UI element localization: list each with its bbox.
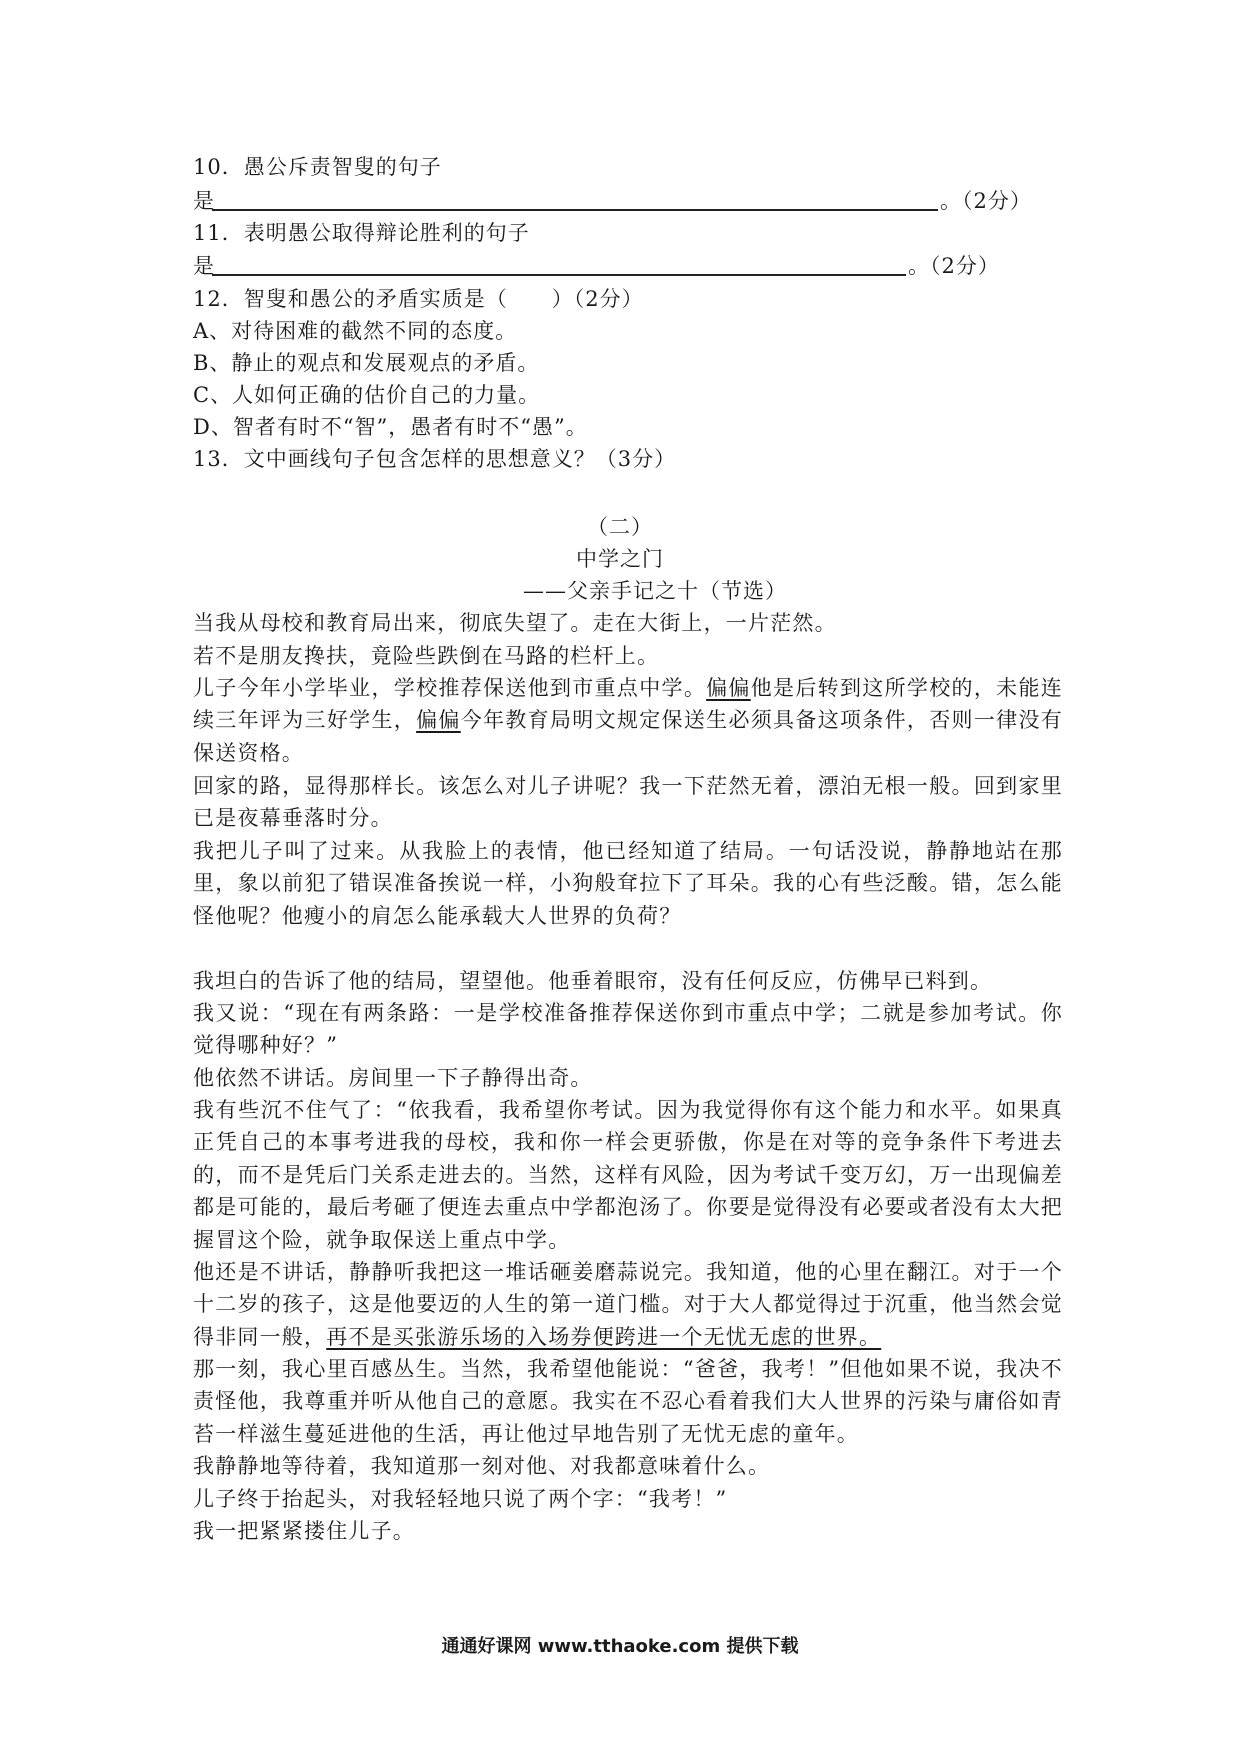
question-12-option-a[interactable]: A、对待困难的截然不同的态度。 (193, 319, 518, 343)
passage-paragraph-3 (193, 672, 1063, 769)
question-10-score: 。（2分） (940, 189, 1032, 213)
underlined-sentence: 再不是买张游乐场的入场券便跨进一个无忧无虑的世界。 (326, 1324, 882, 1349)
question-11-stem: 11．表明愚公取得辩论胜利的句子 (193, 221, 530, 245)
question-12-option-d[interactable]: D、智者有时不“智”，愚者有时不“愚”。 (193, 415, 588, 439)
passage-paragraph-7: 我又说：“现在有两条路：一是学校准备推荐保送你到市重点中学；二就是参加考试。你觉得哪种好？” (193, 1001, 1063, 1058)
question-12-option-c[interactable]: C、人如何正确的估价自己的力量。 (193, 383, 541, 407)
passage-paragraph-1: 当我从母校和教育局出来，彻底失望了。走在大街上，一片茫然。 (193, 611, 837, 635)
passage-title: 中学之门 (576, 547, 664, 571)
paragraph-10-text: 他还是不讲话，静静听我把这一堆话砸姜磨蒜说完。我知道，他的心里在翻江。对于一个十二岁的孩子，这是他要迈的人生的第一道门槛。对于大人都觉得过于沉重，他当然会觉得非同一般， (193, 1260, 1063, 1349)
passage-paragraph-13: 儿子终于抬起头，对我轻轻地只说了两个字：“我考！” (193, 1487, 728, 1511)
question-12-stem: 12．智叟和愚公的矛盾实质是（ ）（2分） (193, 287, 644, 311)
footer-source: 通通好课网 www.tthaoke.com 提供下载 (441, 1636, 799, 1657)
passage-subtitle: ——父亲手记之十（节选） (523, 579, 787, 603)
question-11-answer-blank[interactable] (212, 274, 906, 276)
paragraph-3-text-a: 儿子今年小学毕业，学校推荐保送他到市重点中学。 (193, 676, 707, 700)
passage-paragraph-10 (193, 1256, 1063, 1353)
passage-paragraph-6: 我坦白的告诉了他的结局，望望他。他垂着眼帘，没有任何反应，仿佛早已料到。 (193, 969, 993, 993)
paragraph-3-text-c: 今年教育局明文规定保送生必须具备这项条件，否则一律没有保送资格。 (193, 708, 1063, 765)
passage-paragraph-8: 他依然不讲话。房间里一下子静得出奇。 (193, 1066, 593, 1090)
question-13-stem: 13．文中画线句子包含怎样的思想意义？（3分） (193, 447, 677, 471)
underlined-word-2: 偏偏 (416, 708, 461, 733)
question-10-answer-blank[interactable] (212, 209, 938, 211)
question-10-stem: 10．愚公斥责智叟的句子 (193, 155, 442, 179)
paragraph-3-text-b: 他是后转到这所学校的，未能连续三年评为三好学生， (193, 676, 1063, 733)
passage-paragraph-2: 若不是朋友搀扶，竟险些跌倒在马路的栏杆上。 (193, 644, 660, 668)
passage-paragraph-11: 那一刻，我心里百感丛生。当然，我希望他能说：“爸爸，我考！”但他如果不说，我决不责怪他，我尊重并听从他自己的意愿。我实在不忍心看着我们大人世界的污染与庸俗如青苔一样滋生蔓延进他的生活，再让他过早地告别了无忧无虑的童年。 (193, 1357, 1063, 1446)
passage-paragraph-14: 我一把紧紧搂住儿子。 (193, 1519, 415, 1543)
section-number: （二） (587, 515, 653, 539)
passage-paragraph-9: 我有些沉不住气了：“依我看，我希望你考试。因为我觉得你有这个能力和水平。如果真正凭自己的本事考进我的母校，我和你一样会更骄傲，你是在对等的竞争条件下考进去的，而不是凭后门关系走进去的。当然，这样有风险，因为考试千变万幻，万一出现偏差都是可能的，最后考砸了便连去重点中学都泡汤了。你要是觉得没有必要或者没有太大把握冒这个险，就争取保送上重点中学。 (193, 1098, 1063, 1252)
passage-paragraph-4: 回家的路，显得那样长。该怎么对儿子讲呢？我一下茫然无着，漂泊无根一般。回到家里已是夜幕垂落时分。 (193, 774, 1063, 831)
question-12-option-b[interactable]: B、静止的观点和发展观点的矛盾。 (193, 351, 540, 375)
question-11-prefix: 是 (193, 254, 215, 278)
passage-paragraph-5: 我把儿子叫了过来。从我脸上的表情，他已经知道了结局。一句话没说，静静地站在那里，象以前犯了错误准备挨说一样，小狗般耷拉下了耳朵。我的心有些泛酸。错，怎么能怪他呢？他瘦小的肩怎么能承载大人世界的负荷？ (193, 839, 1063, 928)
question-10-prefix: 是 (193, 189, 215, 213)
question-11-score: 。（2分） (908, 254, 1000, 278)
underlined-word-1: 偏偏 (706, 676, 751, 700)
passage-paragraph-12: 我静静地等待着，我知道那一刻对他、对我都意味着什么。 (193, 1454, 771, 1478)
